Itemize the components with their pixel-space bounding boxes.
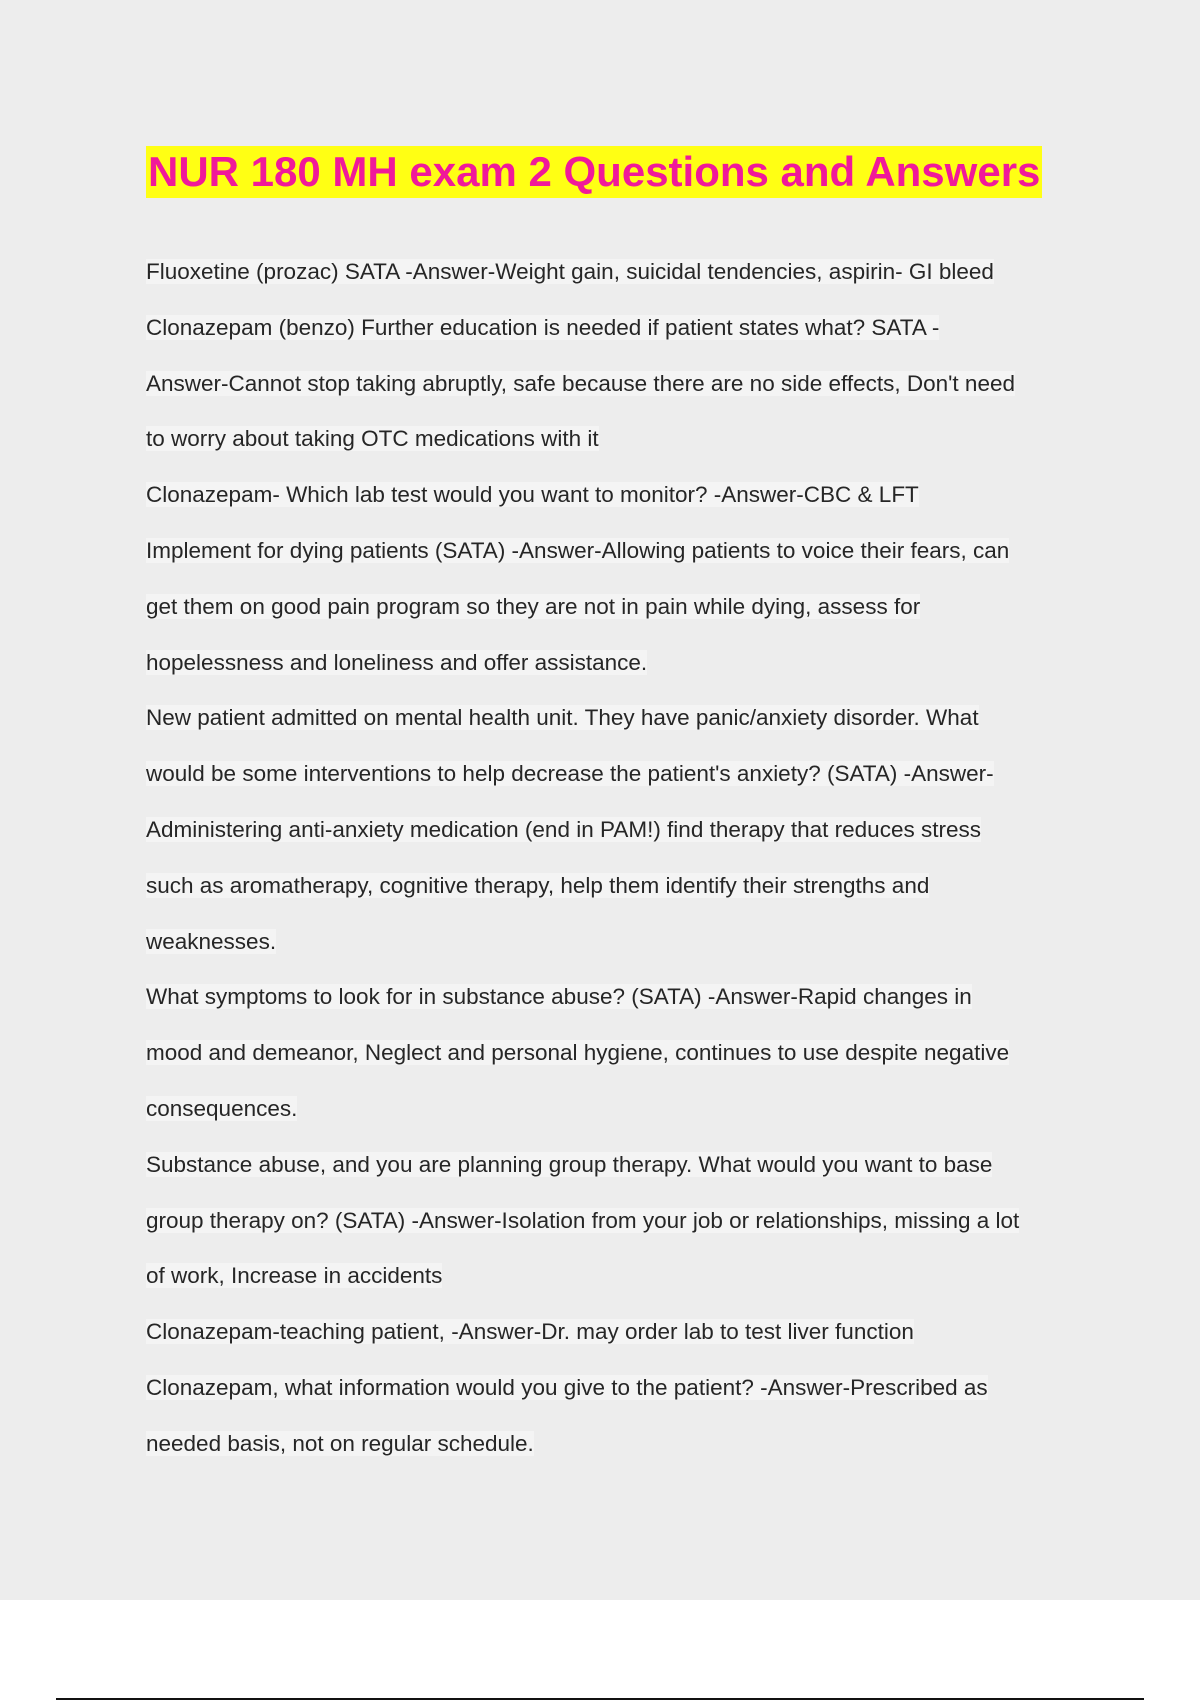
qa-entry xyxy=(146,690,1096,969)
qa-text: Substance abuse, and you are planning group therapy. What would you want to base xyxy=(146,1151,993,1177)
qa-entry xyxy=(146,523,1096,690)
qa-text: New patient admitted on mental health unit. They have panic/anxiety disorder. What xyxy=(146,705,979,731)
qa-text-line xyxy=(146,411,1096,467)
qa-text-line xyxy=(146,969,1096,1025)
qa-text: to worry about taking OTC medications with it xyxy=(146,426,599,452)
qa-entry xyxy=(146,969,1096,1136)
qa-text-line xyxy=(146,1416,1096,1472)
qa-text: needed basis, not on regular schedule. xyxy=(146,1430,534,1456)
qa-text: Clonazepam, what information would you give to the patient? -Answer-Prescribed as xyxy=(146,1374,988,1400)
qa-text-line xyxy=(146,690,1096,746)
qa-text-line xyxy=(146,356,1096,412)
qa-text-line xyxy=(146,244,1096,300)
qa-entry xyxy=(146,244,1096,300)
qa-text-line xyxy=(146,802,1096,858)
qa-text: Implement for dying patients (SATA) -Answer-Allowing patients to voice their fears, can xyxy=(146,537,1010,563)
qa-text: get them on good pain program so they are not in pain while dying, assess for xyxy=(146,593,921,619)
qa-text: group therapy on? (SATA) -Answer-Isolation from your job or relationships, missing a lot xyxy=(146,1207,1020,1233)
qa-text: weaknesses. xyxy=(146,928,277,954)
qa-text-line xyxy=(146,1193,1096,1249)
qa-text: What symptoms to look for in substance abuse? (SATA) -Answer-Rapid changes in xyxy=(146,984,972,1010)
qa-text: such as aromatherapy, cognitive therapy, help them identify their strengths and xyxy=(146,872,930,898)
qa-text: consequences. xyxy=(146,1095,298,1121)
qa-text: Clonazepam- Which lab test would you want to monitor? -Answer-CBC & LFT xyxy=(146,482,919,508)
qa-text-line xyxy=(146,746,1096,802)
qa-text: mood and demeanor, Neglect and personal hygiene, continues to use despite negative xyxy=(146,1040,1010,1066)
qa-text-line xyxy=(146,914,1096,970)
qa-text-line xyxy=(146,1360,1096,1416)
qa-text: Fluoxetine (prozac) SATA -Answer-Weight gain, suicidal tendencies, aspirin- GI bleed xyxy=(146,259,994,284)
qa-text: hopelessness and loneliness and offer assistance. xyxy=(146,649,648,675)
qa-text: of work, Increase in accidents xyxy=(146,1263,443,1289)
qa-text-line xyxy=(146,1137,1096,1193)
qa-text-line xyxy=(146,1248,1096,1304)
qa-text-line xyxy=(146,579,1096,635)
qa-text-line xyxy=(146,858,1096,914)
qa-text: would be some interventions to help decrease the patient's anxiety? (SATA) -Answer- xyxy=(146,761,994,787)
qa-entry xyxy=(146,1360,1096,1472)
qa-text: Clonazepam-teaching patient, -Answer-Dr. may order lab to test liver function xyxy=(146,1319,914,1345)
qa-text-line xyxy=(146,467,1096,523)
qa-text: Answer-Cannot stop taking abruptly, safe because there are no side effects, Don't need xyxy=(146,370,1015,396)
qa-text-line xyxy=(146,1025,1096,1081)
qa-entry xyxy=(146,300,1096,467)
qa-text: Clonazepam (benzo) Further education is needed if patient states what? SATA - xyxy=(146,314,940,340)
qa-entry xyxy=(146,1304,1096,1360)
qa-list xyxy=(146,244,1096,1472)
qa-text-line xyxy=(146,523,1096,579)
qa-text-line xyxy=(146,300,1096,356)
qa-text-line xyxy=(146,1304,1096,1360)
qa-text-line xyxy=(146,635,1096,691)
qa-entry xyxy=(146,467,1096,523)
document-title: NUR 180 MH exam 2 Questions and Answers xyxy=(146,146,1042,198)
qa-entry xyxy=(146,1137,1096,1304)
qa-text-line xyxy=(146,1081,1096,1137)
qa-text: Administering anti-anxiety medication (end in PAM!) find therapy that reduces stress xyxy=(146,816,981,842)
